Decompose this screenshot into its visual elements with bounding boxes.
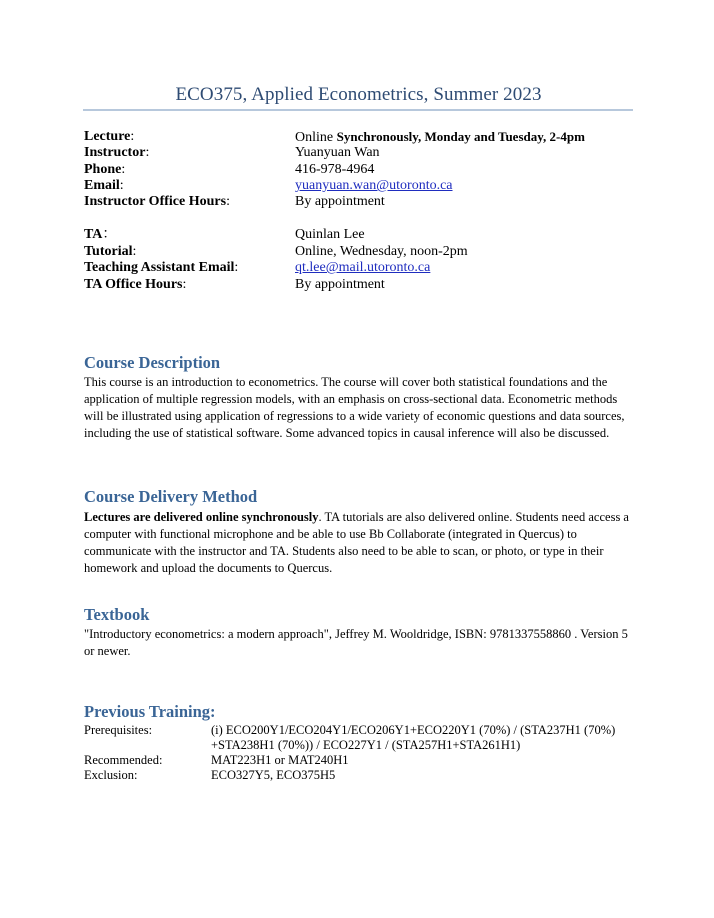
colon: :: [226, 194, 230, 209]
recommended-label: Recommended:: [84, 753, 163, 767]
page-title: ECO375, Applied Econometrics, Summer 2023: [175, 84, 542, 105]
lecture-value-prefix: Online: [295, 130, 337, 145]
delivery-body: . TA tutorials are also delivered online. Students need access a computer with functional microphone and be able to use Bb Collaborate (integrated in Quercus) to communicate with the instructor and TA. Students also need to be able to scan, or photo, or type in their homework and upload the documents to Quercus.: [84, 510, 629, 575]
colon: :: [182, 277, 187, 292]
tutorial-label: Tutorial: [84, 244, 133, 259]
ta-label: TA: [84, 227, 103, 242]
colon: :: [121, 162, 126, 177]
course-delivery-text: [84, 509, 634, 577]
colon: :: [132, 244, 137, 259]
ta-value: Quinlan Lee: [295, 227, 365, 242]
phone-label: Phone: [84, 162, 122, 177]
ta-email-link[interactable]: qt.lee@mail.utoronto.ca: [295, 260, 431, 275]
tutorial-value: Online, Wednesday, noon-2pm: [295, 244, 468, 259]
recommended-value: MAT223H1 or MAT240H1: [211, 753, 349, 767]
tutorial-row: [84, 244, 644, 260]
textbook-heading: Textbook: [84, 605, 150, 624]
delivery-bold-lead: Lectures are delivered online synchronously: [84, 510, 319, 524]
colon: :: [145, 145, 150, 160]
textbook-text: "Introductory econometrics: a modern approach", Jeffrey M. Wooldridge, ISBN: 9781337558860 . Version 5 or newer.: [84, 627, 628, 658]
email-row: [84, 178, 644, 194]
prerequisites-label: Prerequisites:: [84, 723, 153, 737]
lecture-row: [84, 129, 644, 145]
ta-email-row: [84, 260, 644, 276]
instructor-email-link[interactable]: yuanyuan.wan@utoronto.ca: [295, 178, 453, 193]
email-label: Email: [84, 178, 120, 193]
office-hours-row: [84, 194, 644, 210]
office-hours-label: Instructor Office Hours: [84, 194, 227, 209]
instructor-label: Instructor: [84, 145, 146, 160]
phone-row: [84, 162, 644, 178]
course-description-heading: Course Description: [84, 353, 221, 372]
title-divider: [83, 109, 633, 111]
instructor-row: [84, 145, 644, 161]
lecture-schedule: Synchronously, Monday and Tuesday, 2-4pm: [336, 129, 585, 144]
phone-value: 416-978-4964: [295, 162, 375, 177]
office-hours-value: By appointment: [295, 194, 385, 209]
ta-office-hours-value: By appointment: [295, 277, 385, 292]
colon: :: [234, 260, 239, 275]
colon: ：: [102, 227, 117, 242]
colon: :: [119, 178, 124, 193]
course-description-text: This course is an introduction to econometrics. The course will cover both statistical foundations and the application of multiple regression models, with an emphasis on cross-sectional data. Econometric methods will be illustrated using application of regressions to a wide variety of economic questions and data sources, including the use of statistical software. Some advanced topics in causal inference will also be discussed.: [84, 375, 625, 440]
exclusion-value: ECO327Y5, ECO375H5: [211, 768, 336, 782]
instructor-value: Yuanyuan Wan: [295, 145, 380, 160]
lecture-label: Lecture: [84, 129, 131, 144]
previous-training-heading: Previous Training:: [84, 702, 216, 721]
prerequisites-value: (i) ECO200Y1/ECO204Y1/ECO206Y1+ECO220Y1 (70%) / (STA237H1 (70%) +STA238H1 (70%)) / ECO227Y1 / (STA257H1+STA261H1): [211, 723, 616, 752]
exclusion-label: Exclusion:: [84, 768, 138, 782]
colon: :: [130, 129, 135, 144]
ta-email-label: Teaching Assistant Email: [84, 260, 235, 275]
ta-row: [84, 227, 644, 243]
course-delivery-heading: Course Delivery Method: [84, 487, 258, 506]
ta-office-hours-label: TA Office Hours: [84, 277, 183, 292]
ta-office-hours-row: [84, 277, 644, 293]
